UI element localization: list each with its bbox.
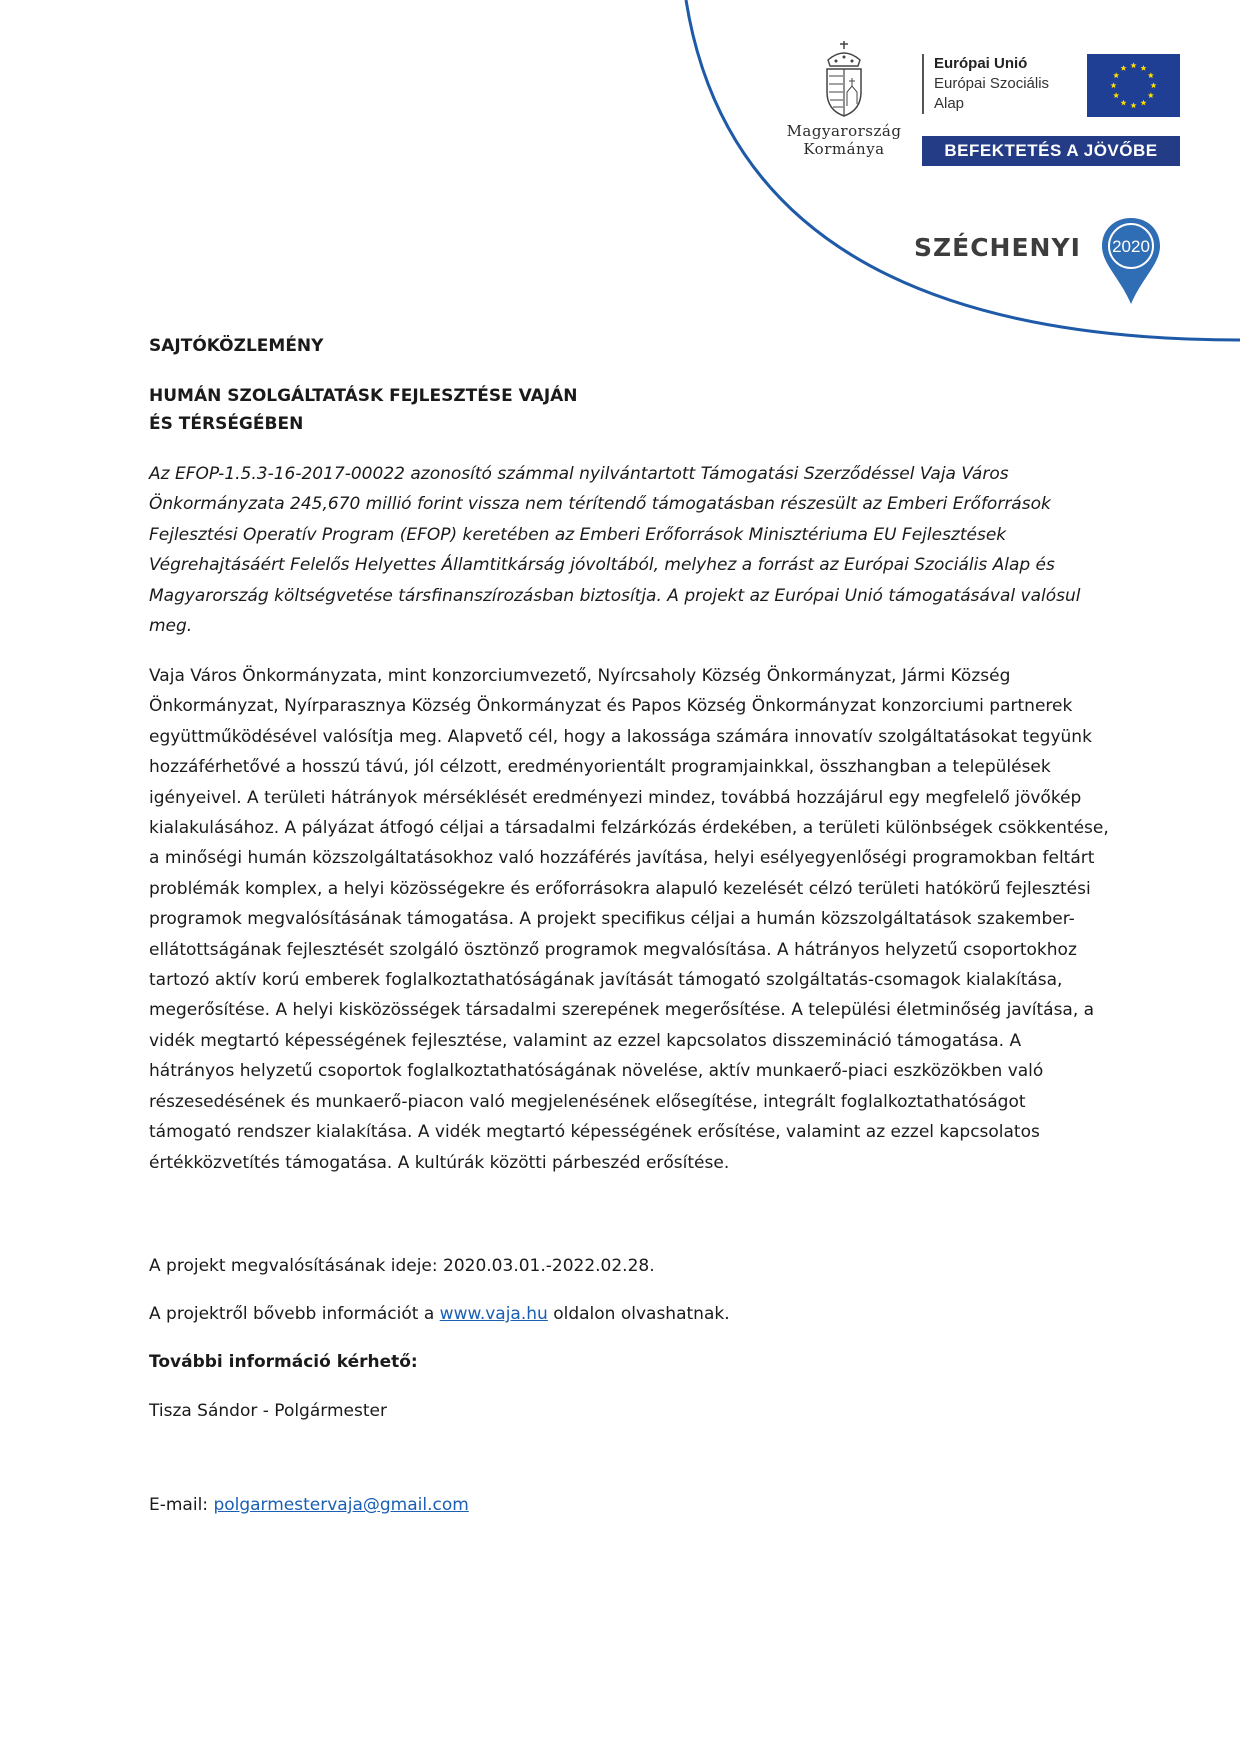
gov-name-line1: Magyarország xyxy=(786,122,902,140)
szechenyi-word: SZÉCHENYI xyxy=(914,233,1081,262)
location-pin-icon xyxy=(1100,216,1162,306)
eu-star xyxy=(1130,62,1136,68)
body-paragraph: Vaja Város Önkormányzata, mint konzorciumvezető, Nyírcsaholy Község Önkormányzat, Jármi Község Önkormányzat, Nyírparasznya Község Önkormányzat és Papos Község Önkormányzat konzorciumi partnerek együttműködésével valósítja meg. Alapvető cél, hogy a lakossága számára innovatív szolgáltatásokat tegyünk hozzáférhetővé a hosszú távú, jól célzott, eredményorientált programjainkkal, összhangban a települések igényeivel. A területi hátrányok mérséklését eredményezi mindez, továbbá hozzájárul egy megfelelő jövőkép kialakulásához. A pályázat átfogó céljai a társadalmi felzárkózás érdekében, a területi különbségek csökkentése, a minőségi humán közszolgáltatásokhoz való hozzáférés javítása, helyi esélyegyenlőségi programokban feltárt problémák komplex, a helyi közösségekre és erőforrásokra alapuló kezelését célzó területi hatókörű fejlesztési programok megvalósításának támogatása. A projekt specifikus céljai a humán közszolgáltatások szakember-ellátottságának fejlesztését szolgáló ösztönző programok megvalósítása. A hátrányos helyzetű csoportokhoz tartozó aktív korú emberek foglalkoztathatóságának javítását támogató szolgáltatás-csomagok kialakítása, megerősítése. A helyi kisközösségek társadalmi szerepének megerősítése. A települési életminőség javítása, a vidék megtartó képességének fejlesztése, valamint az ezzel kapcsolatos disszemináció támogatása. A hátrányos helyzetű csoportok foglalkoztathatóságának növelése, aktív munkaerő-piaci eszközökben való részesedésének és munkaerő-piacon való megjelenésének elősegítése, integrált foglalkoztathatóságot támogató rendszer kialakítása. A vidék megtartó képességének erősítése, valamint az ezzel kapcsolatos értékközvetítés támogatása. A kultúrák közötti párbeszéd erősítése. xyxy=(149,666,1109,1173)
eu-flag-icon xyxy=(1087,54,1180,117)
eu-text xyxy=(922,54,1084,114)
gov-name-line2: Kormánya xyxy=(803,140,885,158)
email-section xyxy=(149,1490,1109,1520)
eu-star xyxy=(1140,65,1146,71)
eu-subtitle-line1: Európai Szociális xyxy=(934,75,1050,92)
further-info-label: További információ kérhető: xyxy=(149,1352,418,1372)
eu-star xyxy=(1148,92,1154,98)
further-info-section xyxy=(149,1348,1109,1376)
email-link[interactable]: polgarmestervaja@gmail.com xyxy=(213,1495,469,1515)
hungarian-coat-of-arms-icon xyxy=(822,40,866,118)
eu-star xyxy=(1130,102,1136,108)
project-period: A projekt megvalósításának ideje: 2020.03.01.-2022.02.28. xyxy=(149,1256,655,1276)
eu-subtitle-line2: Alap xyxy=(934,95,965,112)
eu-star xyxy=(1113,92,1119,98)
szechenyi-2020-logo xyxy=(914,216,1174,306)
more-info-line xyxy=(149,1299,1109,1329)
email-line xyxy=(149,1490,1109,1520)
body-section xyxy=(149,661,1109,1178)
eu-title: Európai Unió xyxy=(934,55,1028,72)
eu-star xyxy=(1110,82,1116,88)
government-logo xyxy=(776,40,912,170)
press-release-label-wrap xyxy=(149,332,1109,360)
title-line2: ÉS TÉRSÉGÉBEN xyxy=(149,414,304,434)
eu-star xyxy=(1150,82,1156,88)
period-section xyxy=(149,1251,1109,1281)
eu-star xyxy=(1120,65,1126,71)
eu-star xyxy=(1113,72,1119,78)
contact-section xyxy=(149,1396,1109,1426)
eu-star xyxy=(1148,72,1154,78)
press-release-label: SAJTÓKÖZLEMÉNY xyxy=(149,336,324,356)
intro-paragraph: Az EFOP-1.5.3-16-2017-00022 azonosító számmal nyilvántartott Támogatási Szerződéssel Vaja Város Önkormányzata 245,670 millió forint vissza nem térítendő támogatásban részesült az Emberi Erőforrások Fejlesztési Operatív Program (EFOP) keretében az Emberi Erőforrások Minisztériuma EU Fejlesztések Végrehajtásáért Felelős Helyettes Államtitkárság jóvoltából, melyhez a forrást az Európai Szociális Alap és Magyarország költségvetése társfinanszírozásban biztosítja. A projekt az Európai Unió támogatásával valósul meg. xyxy=(149,464,1081,637)
title-line1: HUMÁN SZOLGÁLTATÁSK FEJLESZTÉSE VAJÁN xyxy=(149,386,578,406)
contact-name: Tisza Sándor - Polgármester xyxy=(149,1401,387,1421)
more-info-section xyxy=(149,1299,1109,1329)
document-title xyxy=(149,382,1109,438)
eu-banner: BEFEKTETÉS A JÖVŐBE xyxy=(922,136,1180,166)
eu-star xyxy=(1120,100,1126,106)
eu-star xyxy=(1140,100,1146,106)
more-info-prefix: A projektről bővebb információt a xyxy=(149,1304,440,1324)
website-link[interactable]: www.vaja.hu xyxy=(439,1304,548,1324)
intro-section xyxy=(149,459,1109,641)
szechenyi-year: 2020 xyxy=(1112,237,1150,256)
email-prefix: E-mail: xyxy=(149,1495,214,1515)
more-info-suffix: oldalon olvashatnak. xyxy=(547,1304,730,1324)
